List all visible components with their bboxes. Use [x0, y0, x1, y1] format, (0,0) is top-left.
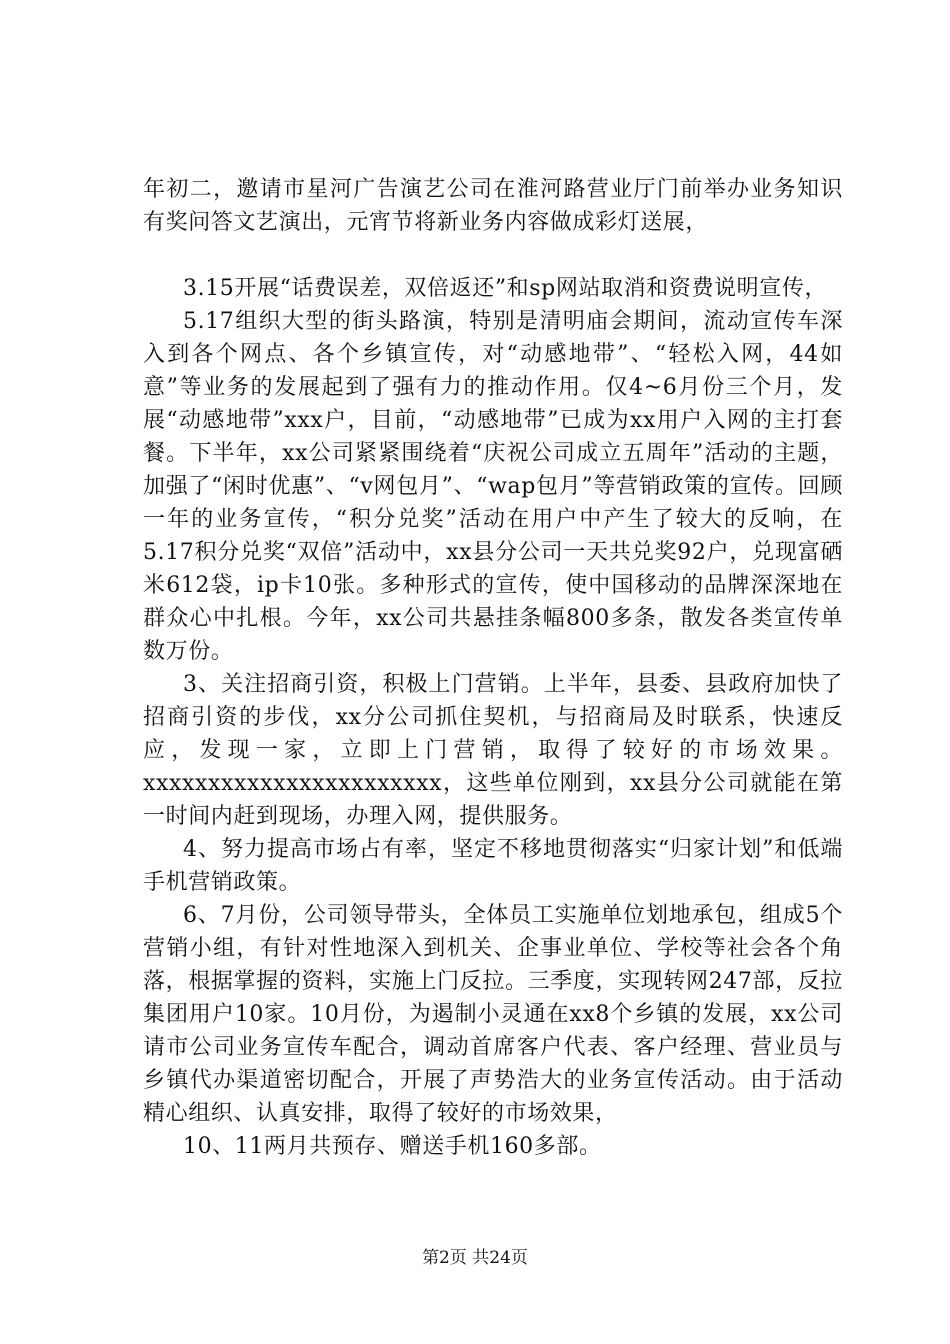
page-footer: 第2页 共24页 — [422, 1248, 528, 1268]
document-body — [143, 173, 843, 1163]
paragraph-7: 10、11两月共预存、赠送手机160多部。 — [183, 1134, 602, 1159]
paragraph-4: 3、关注招商引资，积极上门营销。上半年，县委、县政府加快了招商引资的步伐，xx分公司抓住契机，与招商局及时联系，快速反应，发现一家，立即上门营销，取得了较好的市场效果。xxxxxxxxxxxxxxxxxxxxxxx，这些单位刚到，xx县分公司就能在第一时间内赶到现场，办理入网，提供服务。 — [143, 672, 843, 829]
paragraph-3: 5.17组织大型的街头路演，特别是清明庙会期间，流动宣传车深入到各个网点、各个乡镇宣传，对“动感地带”、“轻松入网，44如意”等业务的发展起到了强有力的推动作用。仅4~6月份三个月，发展“动感地带”xxx户，目前，“动感地带”已成为xx用户入网的主打套餐。下半年，xx公司紧紧围绕着“庆祝公司成立五周年”活动的主题，加强了“闲时优惠”、“v网包月”、“wap包月”等营销政策的宣传。回顾一年的业务宣传，“积分兑奖”活动在用户中产生了较大的反响，在5.17积分兑奖“双倍”活动中，xx县分公司一天共兑奖92户，兑现富硒米612袋，ip卡10张。多种形式的宣传，使中国移动的品牌深深地在群众心中扎根。今年，xx公司共悬挂条幅800多条，散发各类宣传单数万份。 — [143, 309, 843, 664]
paragraph-6: 6、7月份，公司领导带头，全体员工实施单位划地承包，组成5个营销小组，有针对性地深入到机关、企事业单位、学校等社会各个角落，根据掌握的资料，实施上门反拉。三季度，实现转网247部，反拉集团用户10家。10月份，为遏制小灵通在xx8个乡镇的发展，xx公司请市公司业务宣传车配合，调动首席客户代表、客户经理、营业员与乡镇代办渠道密切配合，开展了声势浩大的业务宣传活动。由于活动精心组织、认真安排，取得了较好的市场效果， — [143, 903, 843, 1126]
paragraph-1: 年初二，邀请市星河广告演艺公司在淮河路营业厅门前举办业务知识有奖问答文艺演出，元宵节将新业务内容做成彩灯送展， — [143, 177, 843, 235]
paragraph-5: 4、努力提高市场占有率，坚定不移地贯彻落实“归家计划”和低端手机营销政策。 — [143, 837, 843, 895]
paragraph-2: 3.15开展“话费误差，双倍返还”和sp网站取消和资费说明宣传， — [183, 276, 828, 301]
